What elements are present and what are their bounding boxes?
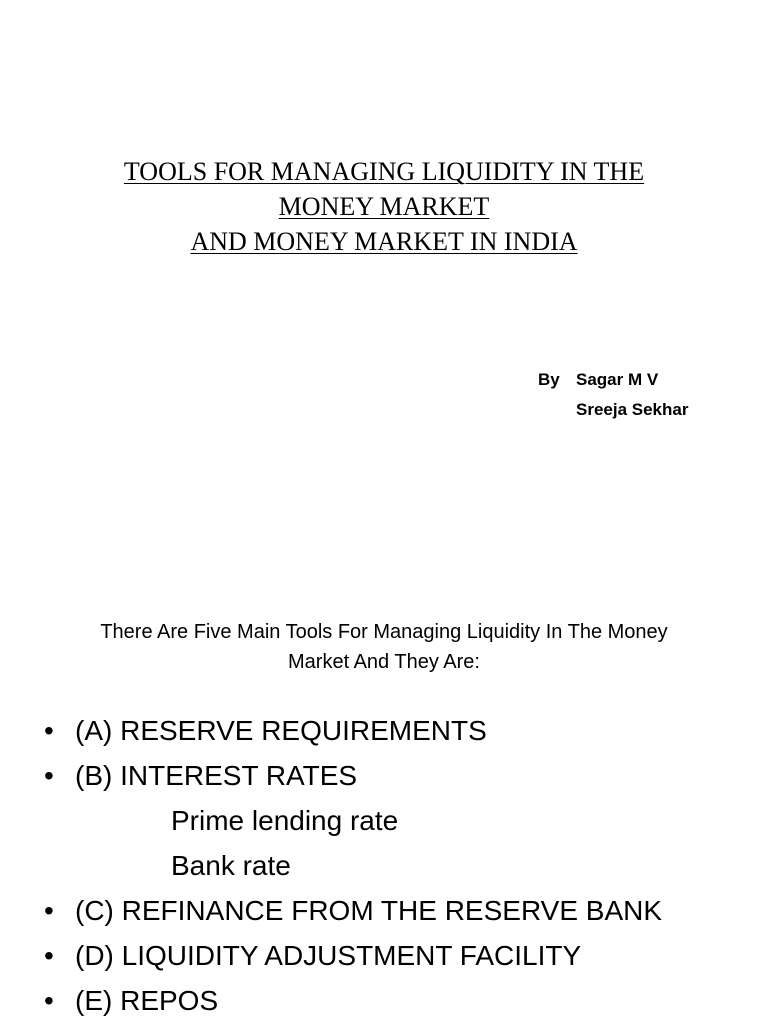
list-item-label: (A) RESERVE REQUIREMENTS [75, 715, 487, 746]
title-line-1: TOOLS FOR MANAGING LIQUIDITY IN THE [123, 157, 645, 186]
list-item [44, 978, 662, 1023]
sub-list-item [44, 843, 662, 888]
bullet-icon: • [44, 895, 54, 926]
bullet-icon: • [44, 940, 54, 971]
author-row-1 [538, 365, 688, 395]
title-line-3: AND MONEY MARKET IN INDIA [190, 227, 578, 256]
sub-list-item [44, 798, 662, 843]
intro-text [30, 617, 738, 677]
title-line-2: MONEY MARKET [278, 192, 490, 221]
intro-line-1: There Are Five Main Tools For Managing Liquidity In The Money [100, 621, 668, 643]
content-slide [0, 512, 768, 1024]
sub-list-item-label: Bank rate [171, 850, 291, 881]
list-item-label: (D) LIQUIDITY ADJUSTMENT FACILITY [75, 940, 582, 971]
bullet-icon: • [44, 760, 54, 791]
sub-list-item-label: Prime lending rate [171, 805, 399, 836]
tools-list [44, 708, 662, 1023]
list-item [44, 753, 662, 798]
bullet-icon: • [44, 985, 54, 1016]
author-name-1: Sagar M V [576, 370, 659, 389]
by-label: By [538, 370, 560, 389]
intro-line-2: Market And They Are: [288, 651, 480, 673]
bullet-icon: • [44, 715, 54, 746]
list-item [44, 933, 662, 978]
list-item [44, 708, 662, 753]
list-item-label: (C) REFINANCE FROM THE RESERVE BANK [75, 895, 663, 926]
author-row-2 [538, 395, 688, 425]
slide-title [0, 154, 768, 259]
author-name-2: Sreeja Sekhar [576, 400, 689, 419]
list-item [44, 888, 662, 933]
list-item-label: (E) REPOS [75, 985, 219, 1016]
list-item-label: (B) INTEREST RATES [75, 760, 358, 791]
author-credits [538, 365, 688, 425]
